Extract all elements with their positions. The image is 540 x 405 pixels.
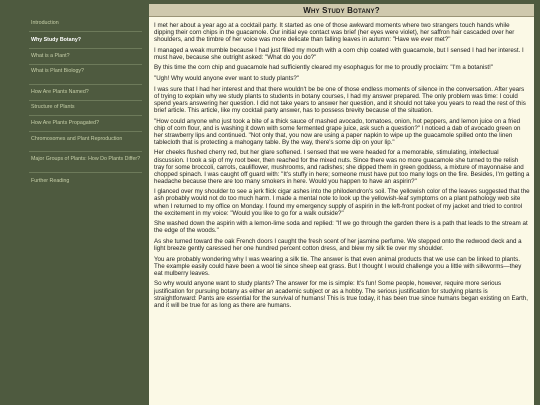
sidebar-item-how-are-plants-named[interactable]: How Are Plants Named? xyxy=(31,89,89,95)
article-paragraph: Her cheeks flushed cherry red, but her glare softened. I sensed that we were headed for a memorable, stimulating, intellectual discussion. I took a sip of my root beer, then reached for the mixed nuts. Since there was no more guacamole she turned to the relish tray for some broccoli, carrots, cauliflower, mushrooms, and radishes; she dipped them in green goddess, a mixture of mayonnaise and chopped spinach. I was caught off guard with: "It's stuffy in here; someone must have put too many logs on the fire. Besides, I'm getting a headache because there are too many smokers in here. Would you happen to have an aspirin?" xyxy=(154,149,530,185)
article-paragraph: "How could anyone who just took a bite of a thick sauce of mashed avocado, tomatoes, onion, hot peppers, and lemon juice on a fried chip of corn flour, and is washing it down with some fermented grape juice, ask such a question?" I noticed a dab of avocado green on her strawberry lips and continued. "Not only that, you now are using a paper napkin to wipe up the guacamole spilled onto the linen tablecloth that is protecting a mahogany table. By the way, there's some dip on your lip." xyxy=(154,117,521,146)
sidebar-item-further-reading[interactable]: Further Reading xyxy=(31,178,70,184)
nav-divider xyxy=(29,151,142,152)
article-paragraph: I glanced over my shoulder to see a jerk flick cigar ashes into the philodendron's soil. The yellowish color of the leaves suggested that the ash probably would not do too much harm. I made a mental note to look up the yellowish-leaf symptoms on a plant pathology web site when I returned to my office on Monday. I found my emergency supply of aspirin in the left-front pocket of my jacket and tried to control the excitement in my voice: "Would you like to go for a walk outside?" xyxy=(154,188,530,217)
article-paragraph: As she turned toward the oak French doors I caught the fresh scent of her jasmine perfume. We stepped onto the redwood deck and a light breeze gently caressed her one hundred percent cotton dress, and blew my silk tie over my shoulder. xyxy=(154,237,522,253)
article-paragraph: I met her about a year ago at a cocktail party. It started as one of those awkward moments where two strangers touch hands while dipping their corn chips in the guacamole. Our initial eye contact was brief (her eyes were violet), her saffron hair cascaded over her shoulders, and the timbre of her voice was more delicate than falling leaves in autumn: "Have we ever met?" xyxy=(154,22,515,44)
content-panel xyxy=(149,4,534,405)
sidebar-nav xyxy=(0,0,146,405)
nav-divider xyxy=(29,100,142,101)
article-paragraph: She washed down the aspirin with a lemon-lime soda and replied: "If we go through the garden there is a path that leads to the stream at the edge of the woods." xyxy=(154,220,528,235)
nav-divider xyxy=(29,115,142,116)
sidebar-item-what-is-a-plant[interactable]: What is a Plant? xyxy=(31,53,70,59)
sidebar-item-what-is-plant-biology[interactable]: What is Plant Biology? xyxy=(31,68,84,74)
nav-divider xyxy=(29,172,142,173)
article-paragraph: By this time the corn chip and guacamole had sufficiently cleared my esophagus for me to proudly proclaim: "I'm a botanist!" xyxy=(154,64,494,72)
sidebar-item-introduction[interactable]: Introduction xyxy=(31,20,59,26)
article-paragraph: I was sure that I had her interest and that there wouldn't be be one of those endless moments of silence in the conversation. After years of trying to explain why we study plants to students in botany courses, I had my answer prepared. The only problem was time: I could spend years answering her question. I did not take years to answer her question, and it should not take you years to read the rest of this brief article. This article, like my cocktail party answer, has to possess brevity because of the situation. xyxy=(154,85,526,114)
article-paragraph: "Ugh! Why would anyone ever want to study plants?" xyxy=(154,75,300,83)
sidebar-item-major-groups-of-plants[interactable]: Major Groups of Plants: How Do Plants Differ? xyxy=(31,156,141,162)
page-title: Why Study Botany? xyxy=(303,6,380,15)
nav-divider xyxy=(29,131,142,132)
nav-divider xyxy=(29,31,142,32)
nav-divider xyxy=(29,48,142,49)
article-paragraph: You are probably wondering why I was wearing a silk tie. The answer is that even animal products that we use can be linked to plants. The example easily could have been a wool tie since sheep eat grass. But I thought I would challenge you a little with silkworms—they eat mulberry leaves. xyxy=(154,255,522,277)
article-paragraph: So why would anyone want to study plants? The answer for me is simple: It's fun! Some people, however, require more serious justification for pursuing botany as either an academic subject or as a hobby. The serious justification for studying plants is straightforward: Pants are essential for the survival of humans! This is true today, it has been true since humans began existing on Earth, and it will be true for as long as there are humans. xyxy=(154,280,528,309)
nav-divider xyxy=(29,64,142,65)
sidebar-item-why-study-botany[interactable]: Why Study Botany? xyxy=(31,37,82,43)
title-bar xyxy=(149,4,534,17)
article-paragraph: I managed a weak mumble because I had just filled my mouth with a corn chip coated with guacamole, but I sensed I had her interest. I must have, because she outright asked: "What do you do?" xyxy=(154,46,524,61)
sidebar-item-chromosomes-and-plant-reproduction[interactable]: Chromosomes and Plant Reproduction xyxy=(31,136,123,142)
nav-divider xyxy=(29,84,142,85)
sidebar-item-how-are-plants-propagated[interactable]: How Are Plants Propagated? xyxy=(31,120,100,126)
sidebar-item-structure-of-plants[interactable]: Structure of Plants xyxy=(31,104,75,110)
article-body xyxy=(154,22,530,312)
